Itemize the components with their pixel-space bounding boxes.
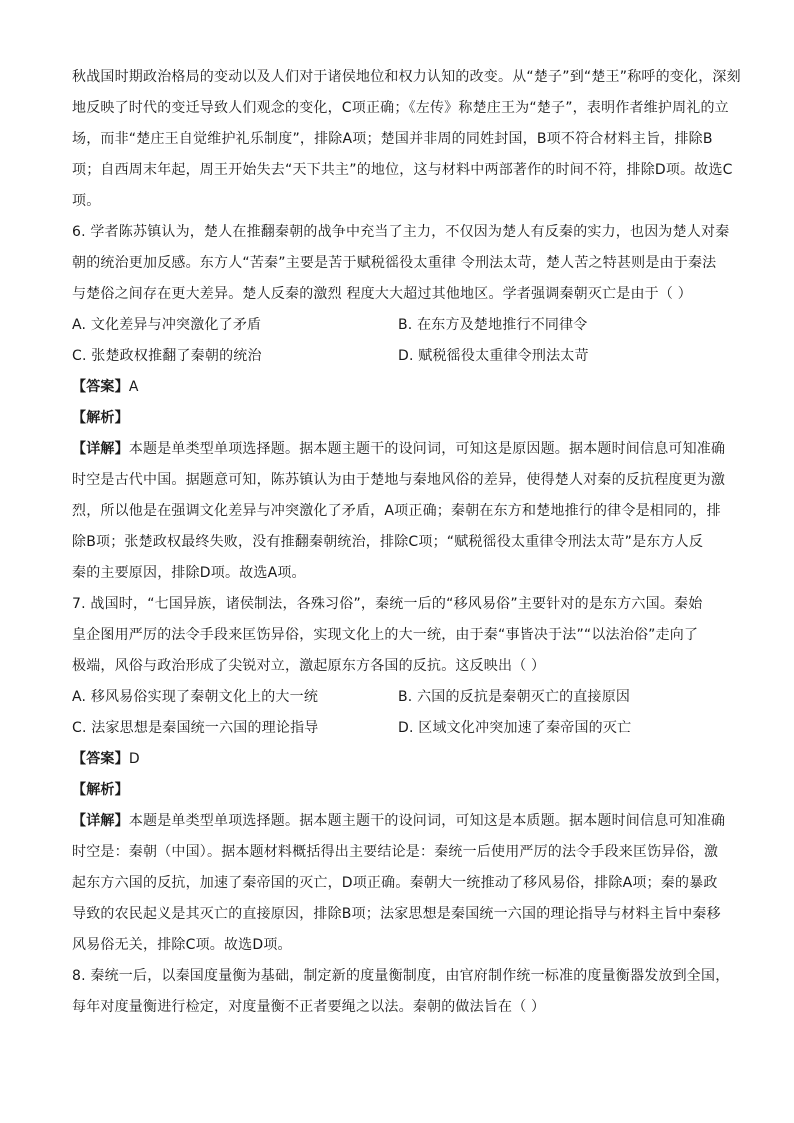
text-line: 与楚俗之间存在更大差异。楚人反秦的激烈 程度大大超过其他地区。学者强调秦朝灭亡是由于（ ） [72, 286, 692, 302]
detail-paragraph [72, 434, 724, 589]
text-line: 时空是：秦朝（中国）。据本题材料概括得出主要结论是：秦统一后使用严厉的法令手段来匡饬异俗，激 [72, 844, 719, 860]
text-line [72, 434, 724, 465]
question-8 [72, 961, 730, 1023]
analysis-tag: 【解析】 [72, 782, 129, 798]
text-line: 地反映了时代的变迁导致人们观念的变化，C项正确；《左传》称楚庄王为“楚子”，表明作者维护周礼的立 [72, 100, 729, 116]
text-line: 7. 战国时，“七国异族，诸侯制法，各殊习俗”，秦统一后的“移风易俗”主要针对的是东方六国。秦始 [72, 596, 703, 612]
intro-paragraph [72, 62, 741, 217]
text-line: 朝的统治更加反感。东方人“苦秦”主要是苦于赋税徭役太重律 令刑法太苛，楚人苦之特甚则是由于秦法 [72, 255, 717, 271]
detail-paragraph [72, 806, 724, 961]
text-line: 皇企图用严厉的法令手段来匡饬异俗，实现文化上的大一统，由于秦“事皆决于法”“以法治俗”走向了 [72, 627, 699, 643]
text-line: 6. 学者陈苏镇认为，楚人在推翻秦朝的战争中充当了主力，不仅因为楚人有反秦的实力，也因为楚人对秦 [72, 224, 730, 240]
text-line: 场，而非“楚庄王自觉维护礼乐制度”，排除A项；楚国并非周的同姓封国，B项不符合材料主旨，排除B [72, 131, 713, 147]
question-7 [72, 589, 724, 961]
detail-tag: 【详解】 [72, 813, 129, 829]
text-line: 项；自西周末年起，周王开始失去“天下共主”的地位，这与材料中两部著作的时间不符，排除D项。故选C [72, 162, 733, 178]
detail-text: 本题是单类型单项选择题。据本题主题干的设问词，可知这是本质题。据本题时间信息可知准确 [128, 813, 726, 829]
option-c: C. 法家思想是秦国统一六国的理论指导 [72, 720, 319, 736]
option-b: B. 在东方及楚地推行不同律令 [398, 317, 588, 333]
option-a: A. 文化差异与冲突激化了矛盾 [72, 317, 262, 333]
options-row [72, 713, 724, 744]
text-line: 风易俗无关，排除C项。故选D项。 [72, 937, 292, 953]
options-row [72, 310, 724, 341]
question-stem [72, 217, 730, 310]
text-line: 8. 秦统一后，以秦国度量衡为基础，制定新的度量衡制度，由官府制作统一标准的度量衡器发放到全国， [72, 968, 730, 984]
answer-tag: 【答案】 [72, 379, 129, 395]
option-b: B. 六国的反抗是秦朝灭亡的直接原因 [398, 689, 631, 705]
text-line: 秋战国时期政治格局的变动以及人们对于诸侯地位和权力认知的改变。从“楚子”到“楚王”称呼的变化，深刻 [72, 69, 741, 85]
option-a: A. 移风易俗实现了秦朝文化上的大一统 [72, 689, 319, 705]
text-line: 导致的农民起义是其灭亡的直接原因，排除B项；法家思想是秦国统一六国的理论指导与材料主旨中秦移 [72, 906, 721, 922]
question-stem [72, 589, 724, 682]
text-line: 项。 [72, 193, 101, 209]
question-6 [72, 217, 730, 589]
text-line [72, 806, 724, 837]
text-line: 秦的主要原因，排除D项。故选A项。 [72, 565, 306, 581]
text-line: 除B项；张楚政权最终失败，没有推翻秦朝统治，排除C项；“赋税徭役太重律令刑法太苛”是东方人反 [72, 534, 704, 550]
options-row [72, 682, 724, 713]
answer-value: D [128, 751, 140, 767]
document-page [72, 62, 741, 1023]
text-line: 极端，风俗与政治形成了尖锐对立，激起原东方各国的反抗。这反映出（ ） [72, 658, 546, 674]
analysis-tag: 【解析】 [72, 410, 129, 426]
answer-line [72, 372, 724, 403]
answer-value: A [128, 379, 139, 395]
answer-tag: 【答案】 [72, 751, 129, 767]
question-stem [72, 961, 730, 1023]
text-line: 每年对度量衡进行检定，对度量衡不正者要绳之以法。秦朝的做法旨在（ ） [72, 999, 546, 1015]
text-line: 起东方六国的反抗，加速了秦帝国的灭亡，D项正确。秦朝大一统推动了移风易俗，排除A项；秦的暴政 [72, 875, 718, 891]
options-row [72, 341, 724, 372]
option-c: C. 张楚政权推翻了秦朝的统治 [72, 348, 262, 364]
option-d: D. 赋税徭役太重律令刑法太苛 [398, 348, 589, 364]
detail-tag: 【详解】 [72, 441, 129, 457]
option-d: D. 区域文化冲突加速了秦帝国的灭亡 [398, 720, 632, 736]
detail-text: 本题是单类型单项选择题。据本题主题干的设问词，可知这是原因题。据本题时间信息可知准确 [128, 441, 726, 457]
answer-line [72, 744, 724, 775]
text-line: 时空是古代中国。据题意可知，陈苏镇认为由于楚地与秦地风俗的差异，使得楚人对秦的反抗程度更为激 [72, 472, 726, 488]
text-line: 烈，所以他是在强调文化差异与冲突激化了矛盾，A项正确；秦朝在东方和楚地推行的律令是相同的，排 [72, 503, 721, 519]
